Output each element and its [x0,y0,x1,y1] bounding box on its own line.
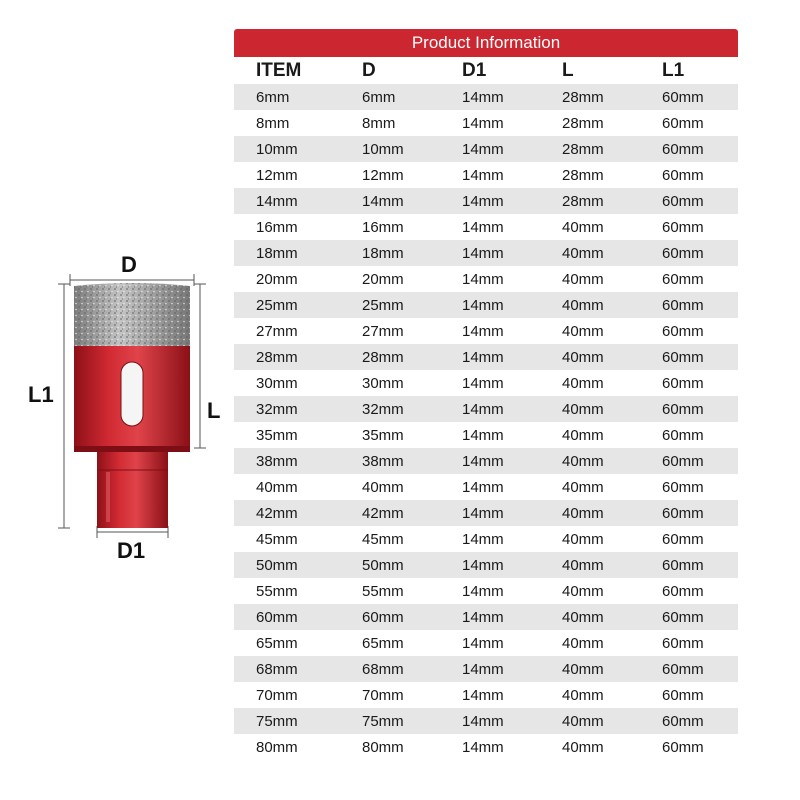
cell-l1: 60mm [662,218,704,236]
table-row [234,500,738,526]
cell-item: 27mm [256,322,298,340]
cell-item: 28mm [256,348,298,366]
cell-item: 6mm [256,88,290,106]
cell-item: 10mm [256,140,298,158]
cell-d1: 14mm [462,400,504,418]
table-row [234,318,738,344]
cell-d1: 14mm [462,166,504,184]
table-row [234,240,738,266]
cell-d1: 14mm [462,738,504,756]
cell-d: 42mm [362,504,404,522]
cell-l1: 60mm [662,712,704,730]
cell-item: 14mm [256,192,298,210]
cell-l: 28mm [562,140,604,158]
cell-l1: 60mm [662,114,704,132]
cell-l: 40mm [562,738,604,756]
cell-d1: 14mm [462,192,504,210]
cell-l1: 60mm [662,140,704,158]
cell-d: 80mm [362,738,404,756]
cell-l: 40mm [562,608,604,626]
cell-l: 40mm [562,426,604,444]
column-header-l: L [562,59,574,81]
table-row [234,110,738,136]
cell-l: 40mm [562,582,604,600]
cell-item: 55mm [256,582,298,600]
table-row [234,84,738,110]
cell-l: 28mm [562,166,604,184]
cell-l1: 60mm [662,192,704,210]
table-row [234,552,738,578]
cell-l1: 60mm [662,88,704,106]
table-row [234,422,738,448]
cell-l1: 60mm [662,504,704,522]
table-row [234,474,738,500]
dimension-label-l: L [207,398,221,423]
table-row [234,448,738,474]
cell-l1: 60mm [662,634,704,652]
table-row [234,604,738,630]
cell-item: 75mm [256,712,298,730]
product-diagram [0,0,230,800]
table-header-row [234,57,738,84]
cell-d: 8mm [362,114,396,132]
cell-item: 30mm [256,374,298,392]
cell-d1: 14mm [462,660,504,678]
cell-d: 50mm [362,556,404,574]
cell-d1: 14mm [462,634,504,652]
cell-item: 42mm [256,504,298,522]
table-row [234,708,738,734]
cell-item: 12mm [256,166,298,184]
cell-d: 45mm [362,530,404,548]
cell-d1: 14mm [462,426,504,444]
cell-d: 32mm [362,400,404,418]
cell-d1: 14mm [462,478,504,496]
table-title: Product Information [234,29,738,57]
cell-l: 40mm [562,244,604,262]
cell-l1: 60mm [662,452,704,470]
cell-l1: 60mm [662,738,704,756]
cell-l: 28mm [562,88,604,106]
cell-d1: 14mm [462,686,504,704]
cell-l1: 60mm [662,478,704,496]
table-row [234,214,738,240]
cell-item: 8mm [256,114,290,132]
cell-l1: 60mm [662,322,704,340]
table-row [234,630,738,656]
cell-l: 40mm [562,660,604,678]
cell-l: 28mm [562,114,604,132]
table-row [234,370,738,396]
table-row [234,162,738,188]
cell-d1: 14mm [462,88,504,106]
cell-d1: 14mm [462,218,504,236]
cell-d: 55mm [362,582,404,600]
table-row [234,188,738,214]
cell-l: 28mm [562,192,604,210]
cell-d1: 14mm [462,374,504,392]
cell-l: 40mm [562,478,604,496]
cell-item: 16mm [256,218,298,236]
cell-item: 68mm [256,660,298,678]
cell-d: 38mm [362,452,404,470]
table-row [234,578,738,604]
table-row [234,344,738,370]
table-row [234,526,738,552]
table-row [234,292,738,318]
table-row [234,682,738,708]
cell-d1: 14mm [462,556,504,574]
cell-d1: 14mm [462,140,504,158]
cell-item: 50mm [256,556,298,574]
body-slot [121,362,143,426]
cell-d1: 14mm [462,608,504,626]
cell-l: 40mm [562,348,604,366]
cell-d1: 14mm [462,322,504,340]
cell-l: 40mm [562,712,604,730]
cell-d1: 14mm [462,296,504,314]
cell-d: 18mm [362,244,404,262]
cell-l: 40mm [562,686,604,704]
cell-item: 40mm [256,478,298,496]
cell-item: 80mm [256,738,298,756]
cell-item: 60mm [256,608,298,626]
cell-d1: 14mm [462,114,504,132]
cell-l1: 60mm [662,244,704,262]
cell-d: 75mm [362,712,404,730]
cell-d: 68mm [362,660,404,678]
cell-d: 40mm [362,478,404,496]
column-header-l1: L1 [662,59,685,81]
cell-d: 30mm [362,374,404,392]
cell-l1: 60mm [662,686,704,704]
cell-l: 40mm [562,270,604,288]
cell-l: 40mm [562,374,604,392]
cell-d: 10mm [362,140,404,158]
cell-l1: 60mm [662,556,704,574]
column-header-d: D [362,59,376,81]
cell-item: 32mm [256,400,298,418]
table-body [234,84,738,760]
cell-l1: 60mm [662,270,704,288]
dimension-label-d1: D1 [117,538,146,563]
product-information-table [234,29,738,760]
table-row [234,396,738,422]
cell-l1: 60mm [662,400,704,418]
cell-d1: 14mm [462,244,504,262]
table-row [234,734,738,760]
cell-l: 40mm [562,400,604,418]
cell-l1: 60mm [662,374,704,392]
cell-l1: 60mm [662,582,704,600]
cell-l1: 60mm [662,296,704,314]
dimension-label-l1: L1 [28,382,54,407]
cell-d1: 14mm [462,582,504,600]
table-row [234,656,738,682]
cell-d: 25mm [362,296,404,314]
cell-d: 65mm [362,634,404,652]
cell-l: 40mm [562,218,604,236]
cell-item: 38mm [256,452,298,470]
cell-l1: 60mm [662,660,704,678]
cell-d1: 14mm [462,452,504,470]
cell-l: 40mm [562,634,604,652]
cell-l1: 60mm [662,348,704,366]
cell-l1: 60mm [662,426,704,444]
column-header-item: ITEM [256,59,302,81]
cell-item: 65mm [256,634,298,652]
dimension-label-d: D [121,252,137,277]
cell-d: 20mm [362,270,404,288]
cell-l1: 60mm [662,166,704,184]
cell-l: 40mm [562,452,604,470]
column-header-d1: D1 [462,59,487,81]
cell-item: 35mm [256,426,298,444]
cell-item: 70mm [256,686,298,704]
cell-d: 28mm [362,348,404,366]
table-row [234,266,738,292]
cell-d1: 14mm [462,270,504,288]
cell-d: 35mm [362,426,404,444]
cell-l: 40mm [562,322,604,340]
cell-d: 12mm [362,166,404,184]
cell-d1: 14mm [462,348,504,366]
cell-d1: 14mm [462,712,504,730]
cell-l1: 60mm [662,530,704,548]
cell-d: 16mm [362,218,404,236]
cell-d: 70mm [362,686,404,704]
cell-item: 20mm [256,270,298,288]
cell-d1: 14mm [462,530,504,548]
cell-l: 40mm [562,296,604,314]
cell-d: 27mm [362,322,404,340]
cell-d1: 14mm [462,504,504,522]
table-row [234,136,738,162]
cell-item: 25mm [256,296,298,314]
cell-l: 40mm [562,556,604,574]
cell-d: 14mm [362,192,404,210]
cell-l: 40mm [562,530,604,548]
cell-d: 6mm [362,88,396,106]
cell-item: 45mm [256,530,298,548]
cell-l1: 60mm [662,608,704,626]
cell-item: 18mm [256,244,298,262]
cell-d: 60mm [362,608,404,626]
cell-l: 40mm [562,504,604,522]
